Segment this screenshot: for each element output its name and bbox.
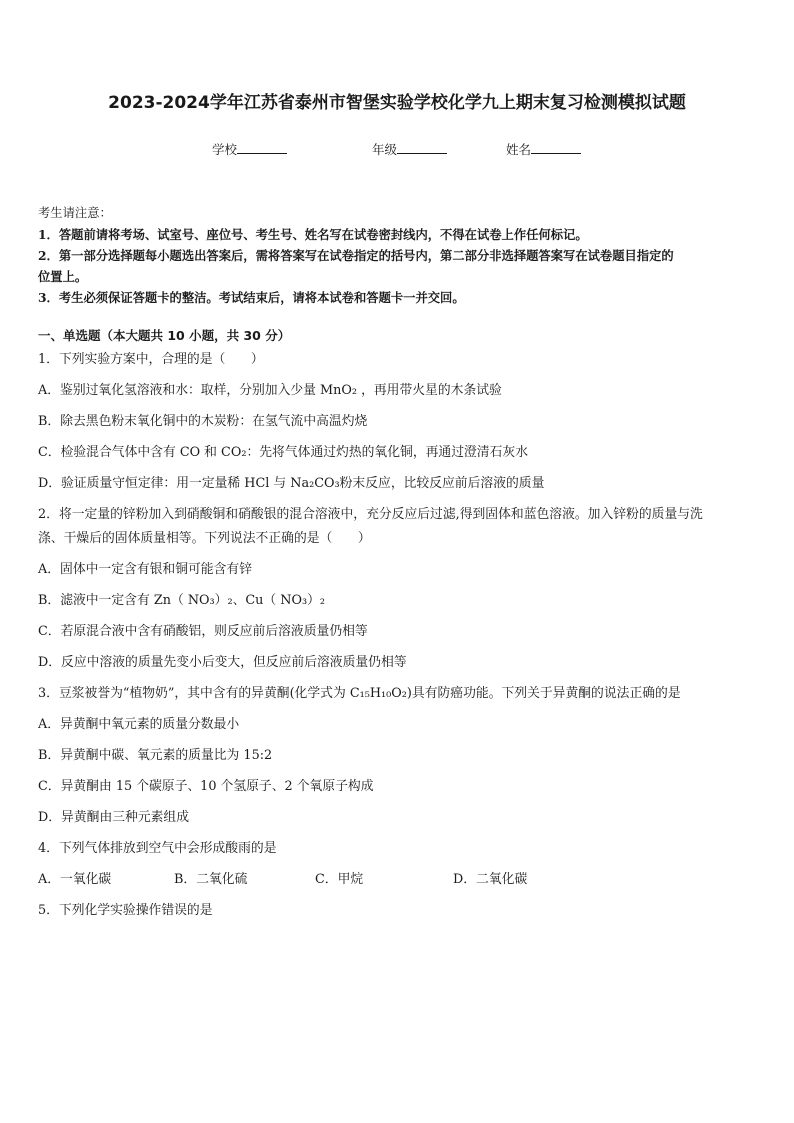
q3-option-b: B．异黄酮中碳、氧元素的质量比为 15:2: [38, 748, 273, 763]
q1-option-c: C．检验混合气体中含有 CO 和 CO₂：先将气体通过灼热的氧化铜，再通过澄清石灰水: [38, 445, 528, 460]
q3-stem: 3．豆浆被誉为“植物奶”，其中含有的异黄酮(化学式为 C₁₅H₁₀O₂)具有防癌功能。下列关于异黄酮的说法正确的是: [38, 686, 681, 701]
q4-option-d: D．二氧化碳: [453, 872, 528, 887]
name-label: 姓名: [506, 142, 532, 157]
school-label: 学校: [212, 142, 238, 157]
q2-option-d: D．反应中溶液的质量先变小后变大，但反应前后溶液质量仍相等: [38, 655, 407, 670]
q4-option-c: C．甲烷: [315, 872, 364, 887]
q4-stem: 4．下列气体排放到空气中会形成酸雨的是: [38, 841, 277, 856]
q4-options: [38, 870, 760, 901]
q4-option-b: B．二氧化硫: [174, 872, 248, 887]
notice-item: 1．答题前请将考场、试室号、座位号、考生号、姓名写在试卷密封线内，不得在试卷上作任何标记。: [38, 227, 588, 242]
q3-option-a: A．异黄酮中氧元素的质量分数最小: [38, 717, 240, 732]
notice-item: 3．考生必须保证答题卡的整洁。考试结束后，请将本试卷和答题卡一并交回。: [38, 290, 465, 305]
name-blank: [531, 141, 581, 154]
exam-notice: [38, 203, 760, 308]
name-field: [506, 140, 581, 158]
section-heading: 一、单选题（本大题共 10 小题，共 30 分）: [38, 328, 291, 343]
q1-stem: 1．下列实验方案中，合理的是（ ）: [38, 352, 264, 367]
q2-option-b: B．滤液中一定含有 Zn（ NO₃）₂、Cu（ NO₃）₂: [38, 593, 326, 608]
grade-blank: [397, 141, 447, 154]
q1-option-b: B．除去黑色粉末氧化铜中的木炭粉：在氢气流中高温灼烧: [38, 414, 368, 429]
school-blank: [237, 141, 287, 154]
q5-stem: 5．下列化学实验操作错误的是: [38, 903, 213, 918]
page-title: 2023-2024学年江苏省泰州市智堡实验学校化学九上期末复习检测模拟试题: [108, 93, 686, 113]
q1-option-a: A．鉴别过氧化氢溶液和水：取样，分别加入少量 MnO₂ ，再用带火星的木条试验: [38, 383, 502, 398]
student-info-row: [0, 140, 794, 160]
q2-option-a: A．固体中一定含有银和铜可能含有锌: [38, 562, 252, 577]
notice-item: 2．第一部分选择题每小题选出答案后，需将答案写在试卷指定的括号内，第二部分非选择题答案写在试卷题目指定的: [38, 248, 674, 263]
grade-field: [372, 140, 447, 158]
grade-label: 年级: [372, 142, 398, 157]
questions: [38, 326, 760, 932]
q2-option-c: C．若原混合液中含有硝酸铝，则反应前后溶液质量仍相等: [38, 624, 368, 639]
q3-option-c: C．异黄酮由 15 个碳原子、10 个氢原子、2 个氧原子构成: [38, 779, 374, 794]
q4-option-a: A．一氧化碳: [38, 872, 112, 887]
q2-stem-line2: 涤、干燥后的固体质量相等。下列说法不正确的是（ ）: [38, 531, 371, 546]
q3-option-d: D．异黄酮由三种元素组成: [38, 810, 190, 825]
school-field: [212, 140, 287, 158]
notice-item: 位置上。: [38, 269, 88, 284]
notice-heading: 考生请注意：: [38, 206, 112, 220]
q1-option-d: D．验证质量守恒定律：用一定量稀 HCl 与 Na₂CO₃粉末反应，比较反应前后溶液的质量: [38, 476, 545, 491]
q2-stem-line1: 2．将一定量的锌粉加入到硝酸铜和硝酸银的混合溶液中，充分反应后过滤,得到固体和蓝色溶液。加入锌粉的质量与洗: [38, 507, 703, 522]
